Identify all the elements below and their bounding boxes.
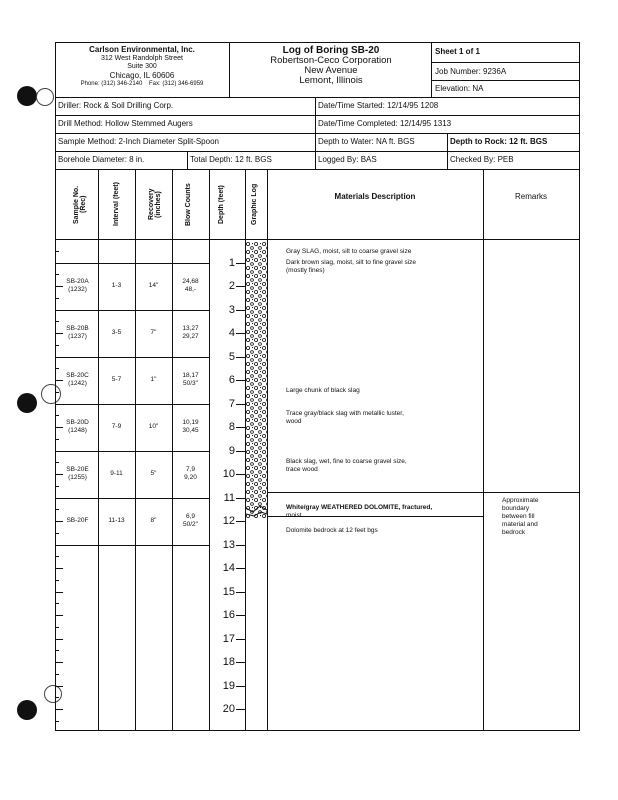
desc-line: moist [286,512,302,519]
depth-label: 15 [222,585,235,598]
binder-hole [17,86,37,106]
col-recovery: Recovery (inches) [148,188,162,221]
depth-label: 12 [222,515,235,527]
sample-recovery: 5" [150,470,157,477]
depth-label: 7 [228,397,235,410]
scale-tick [55,298,59,299]
depth-tick [236,263,245,264]
scale-tick [55,592,63,593]
scale-tick [55,603,59,604]
drill-method: Drill Method: Hollow Stemmed Augers [58,119,193,128]
elevation: Elevation: NA [435,84,484,93]
col-depth: Depth (feet) [218,185,225,224]
scale-tick [55,568,63,569]
scale-tick [55,709,63,710]
sample-recovery: 14" [148,282,159,289]
depth-tick [236,592,245,593]
depth-tick [236,686,245,687]
sample-no: SB-20C (1242) [66,372,89,387]
depth-label: 13 [222,538,235,551]
scale-tick [55,263,63,264]
sample-blows: 6,9 50/2" [183,513,198,528]
binder-ring [36,88,54,106]
depth-tick [236,404,245,405]
borehole-diameter: Borehole Diameter: 8 in. [58,155,145,164]
company-phone: Phone: (312) 346-2140 [80,81,143,87]
sample-blows: 10,19 30,45 [182,419,199,434]
depth-label: 18 [222,656,235,668]
col-remarks: Remarks [514,192,547,201]
depth-label: 3 [228,303,235,316]
sample-blows: 18,17 50/3" [182,372,199,387]
depth-tick [236,521,245,522]
scale-tick [55,251,59,252]
scale-tick [55,474,63,475]
scale-tick [55,274,59,275]
scale-tick [55,686,63,687]
depth-label: 17 [222,632,235,645]
scale-tick [55,345,59,346]
job-number: Job Number: 9236A [435,67,507,76]
sample-blows: 13,27 29,27 [182,325,199,340]
scale-tick [55,427,63,428]
scale-tick [55,498,63,499]
company-street: 312 West Randolph Street [101,54,183,62]
depth-tick [236,310,245,311]
col-blow-counts: Blow Counts [185,183,192,226]
desc-line: Trace gray/black slag with metallic luster, [286,410,404,417]
sample-no: SB-20A (1232) [66,278,89,293]
sample-interval: 5-7 [111,376,122,383]
scale-tick [55,521,63,522]
scale-tick [55,662,63,663]
scale-tick [55,533,59,534]
sample-recovery: 1" [150,376,157,383]
scale-tick [55,415,59,416]
logged-by: Logged By: BAS [318,155,377,164]
sample-interval: 1-3 [111,282,122,289]
sample-recovery: 10" [148,423,159,430]
depth-tick [236,615,245,616]
desc-line: (mostly fines) [286,267,325,274]
depth-tick [236,286,245,287]
sample-interval: 9-11 [110,470,123,477]
scale-tick [55,627,59,628]
col-materials: Materials Description [334,192,416,201]
col-interval: Interval (feet) [113,182,120,227]
scale-tick [55,639,63,640]
sample-blows: 24,68 48,- [182,278,199,293]
scale-tick [55,721,59,722]
company-name: Carlson Environmental, Inc. [89,45,195,54]
depth-label: 1 [228,256,235,269]
depth-label: 4 [228,327,235,339]
depth-tick [236,662,245,663]
desc-line: Large chunk of black slag [286,387,360,394]
depth-label: 14 [222,562,235,574]
scale-tick [55,615,63,616]
depth-label: 11 [223,491,235,504]
col-graphic-log: Graphic Log [251,183,258,226]
company-fax: Fax: (312) 346-6959 [149,81,204,87]
log-title: Log of Boring SB-20 [282,45,380,56]
scale-tick [55,310,63,311]
col-sample-no: Sample No. (Rec) [73,185,87,224]
depth-tick [236,498,245,499]
sample-no: SB-20F [66,517,89,524]
desc-line: White/gray WEATHERED DOLOMITE, fractured, [286,504,433,511]
desc-line: Black slag, wet, fine to coarse gravel size, [286,458,407,465]
scale-tick [55,486,59,487]
depth-tick [236,451,245,452]
depth-label: 6 [228,374,235,386]
depth-tick [236,357,245,358]
sample-no: SB-20E (1255) [66,466,89,481]
title-block [231,46,431,86]
depth-label: 8 [228,421,235,433]
sheet-number: Sheet 1 of 1 [435,47,480,56]
boring-log-sheet [55,42,579,730]
depth-to-water: Depth to Water: NA ft. BGS [318,137,415,146]
driller: Driller: Rock & Soil Drilling Corp. [58,101,174,110]
checked-by: Checked By: PEB [450,155,514,164]
company-block [57,46,227,89]
graphic-log-fill [246,242,267,518]
scale-tick [55,333,63,334]
depth-tick [236,380,245,381]
scale-tick [55,509,59,510]
sample-method: Sample Method: 2-Inch Diameter Split-Spoon [58,137,219,146]
scale-tick [55,368,59,369]
scale-tick [55,556,59,557]
scale-tick [55,392,59,393]
date-completed: Date/Time Completed: 12/14/95 1313 [318,119,452,128]
client-name: Robertson-Ceco Corporation [270,55,392,66]
scale-tick [55,545,63,546]
desc-line: Dark brown slag, moist, silt to fine gravel size [286,259,417,266]
desc-line: wood [286,418,302,425]
sample-recovery: 7" [150,329,157,336]
sample-recovery: 8" [150,517,157,524]
scale-tick [55,462,59,463]
depth-tick [236,427,245,428]
company-suite: Suite 300 [127,63,157,70]
depth-tick [236,709,245,710]
remarks-text: Approximate boundary between fill material and bedrock [502,497,539,536]
date-started: Date/Time Started: 12/14/95 1208 [318,101,439,110]
scale-tick [55,697,59,698]
scale-tick [55,439,59,440]
scale-tick [55,357,63,358]
depth-tick [236,333,245,334]
sample-interval: 3-5 [111,329,122,336]
depth-to-rock: Depth to Rock: 12 ft. BGS [450,137,548,146]
scale-tick [55,380,63,381]
binder-hole [17,700,37,720]
depth-label: 5 [228,350,235,363]
depth-label: 2 [228,280,235,292]
depth-tick [236,639,245,640]
scale-tick [55,404,63,405]
depth-tick [236,474,245,475]
sample-no: SB-20D (1248) [66,419,89,434]
depth-label: 19 [222,679,235,692]
depth-label: 16 [222,609,235,621]
sample-interval: 7-9 [111,423,122,430]
scale-tick [55,321,59,322]
company-city: Chicago, IL 60606 [109,70,175,80]
desc-line: Gray SLAG, moist, silt to coarse gravel size [286,248,412,255]
scale-tick [55,674,59,675]
depth-label: 10 [222,468,235,480]
scale-tick [55,580,59,581]
site-name: New Avenue [304,65,358,76]
depth-label: 20 [222,703,235,715]
site-location: Lemont, Illinois [299,75,363,86]
total-depth: Total Depth: 12 ft. BGS [190,155,272,164]
scale-tick [55,286,63,287]
scale-tick [55,650,59,651]
depth-label: 9 [228,444,235,457]
sample-blows: 7,9 9,20 [184,466,197,481]
desc-line: trace wood [286,466,318,473]
depth-tick [236,545,245,546]
desc-line: Dolomite bedrock at 12 feet bgs [286,527,378,534]
binder-hole [17,393,37,413]
sample-no: SB-20B (1237) [66,325,89,340]
sample-interval: 11-13 [108,517,125,524]
scale-tick [55,451,63,452]
depth-tick [236,568,245,569]
